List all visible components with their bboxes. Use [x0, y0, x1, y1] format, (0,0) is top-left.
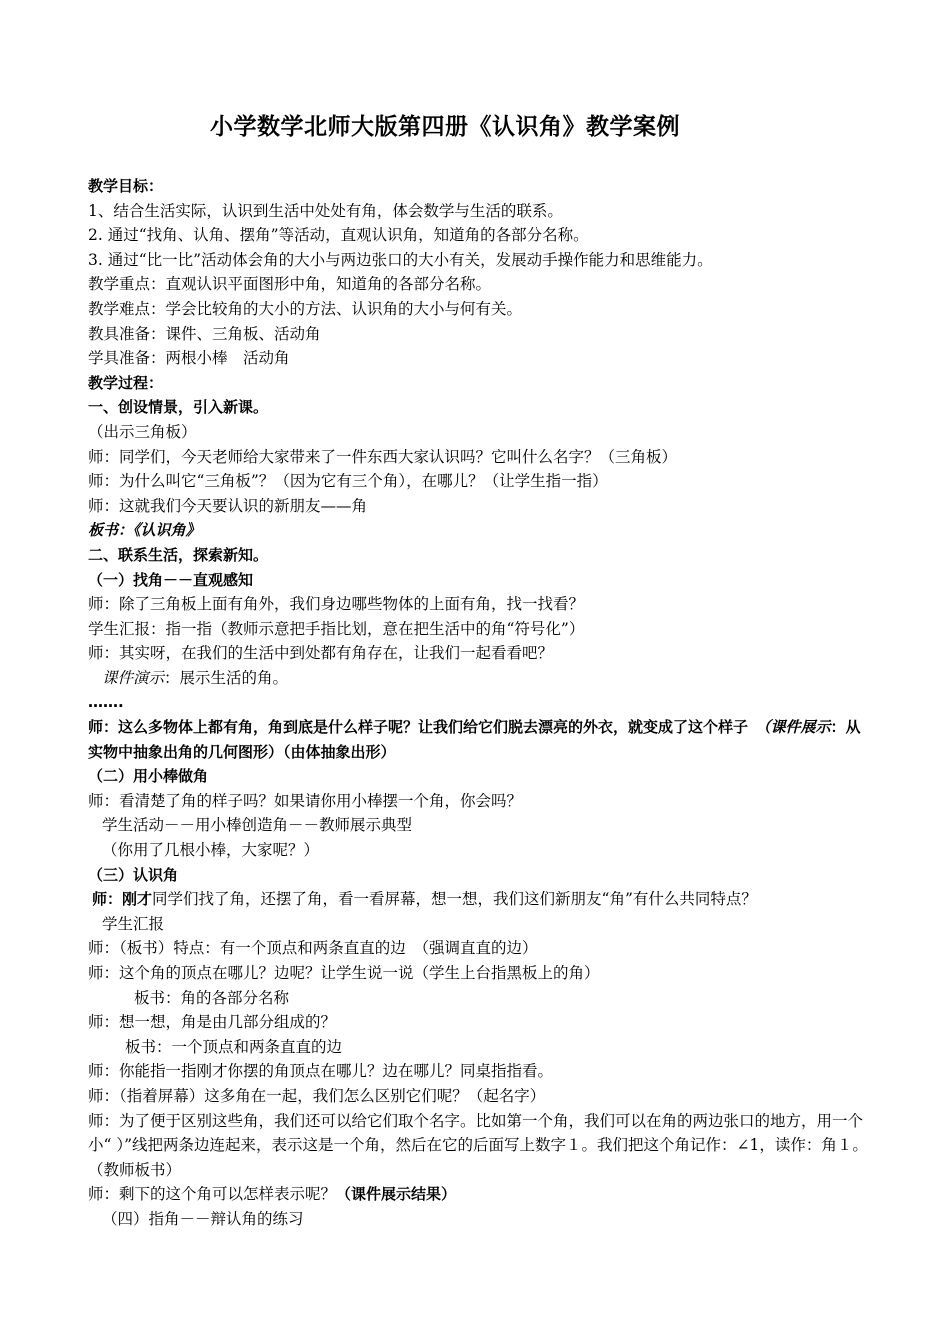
teacher-tools: 教具准备：课件、三角板、活动角	[88, 324, 321, 343]
teacher-line-6-tail: ：从实物中抽象出角的几何图形）（由体抽象出形）	[88, 718, 861, 761]
goal-2: 2. 通过“找角、认角、摆角”等活动，直观认识角，知道角的各部分名称。	[88, 226, 589, 245]
teacher-line-15	[88, 1182, 868, 1207]
key-point: 教学重点：直观认识平面图形中角，知道角的各部分名称。	[88, 275, 492, 294]
show-triangle: （出示三角板）	[88, 422, 197, 441]
part1-heading: 一、创设情景，引入新课。	[88, 398, 269, 417]
goal-3: 3. 通过“比一比”活动体会角的大小与两边张口的大小有关，发展动手操作能力和思维能力。	[88, 250, 713, 269]
teacher-line-8	[88, 887, 868, 912]
board-title: 板书：《认识角》	[88, 521, 201, 540]
teacher-line-15-bold: （课件展示结果）	[336, 1185, 457, 1204]
teacher-line-4: 师：除了三角板上面有角外，我们身边哪些物体的上面有角，找一找看？	[88, 595, 585, 614]
student-line-2: 学生活动－－用小棒创造角－－教师展示典型	[102, 816, 413, 835]
student-line-3: （你用了几根小棒，大家呢？）	[102, 841, 320, 860]
teacher-line-9: 师：（板书）特点：有一个顶点和两条直直的边 （强调直直的边）	[88, 939, 538, 958]
process-heading: 教学过程：	[88, 373, 164, 392]
teacher-line-14: 师：为了便于区别这些角，我们还可以给它们取个名字。比如第一个角，我们可以在角的两边张口的地方，用一个小“ ）”线把两条边连起来，表示这是一个角，然后在它的后面写上数字１。我们把这个角记作：∠1，读作：角１。（教师板书）	[88, 1111, 868, 1179]
demo-text: ：展示生活的角。	[164, 668, 289, 687]
student-line-4: 学生汇报	[102, 914, 165, 933]
teacher-line-2: 师：为什么叫它“三角板”？（因为它有三个角），在哪儿？（让学生指一指）	[88, 472, 608, 491]
document-title: 小学数学北师大版第四册《认识角》教学案例	[210, 114, 680, 140]
section3-heading: （三）认识角	[88, 865, 179, 884]
teacher-line-11: 师：想一想，角是由几部分组成的？	[88, 1013, 337, 1032]
teacher-line-8-bold: 师：刚才	[92, 890, 153, 909]
section4-heading: （四）指角－－辩认角的练习	[102, 1209, 304, 1228]
teacher-line-6-main: 师：这么多物体上都有角，角到底是什么样子呢？让我们给它们脱去漂亮的外衣，就变成了这个样子	[88, 718, 764, 737]
teacher-line-8-rest: 同学们找了角，还摆了角，看一看屏幕，想一想，我们这们新朋友“角”有什么共同特点？	[152, 890, 757, 909]
section2-heading: （二）用小棒做角	[88, 767, 209, 786]
teacher-line-6-label: （课件展示	[763, 718, 831, 737]
teacher-line-5: 师：其实呀，在我们的生活中到处都有角存在，让我们一起看看吧？	[88, 644, 554, 663]
goal-1: 1、结合生活实际，认识到生活中处处有角，体会数学与生活的联系。	[88, 201, 563, 220]
teacher-line-3: 师：这就我们今天要认识的新朋友——角	[88, 496, 368, 515]
student-tools: 学具准备：两根小棒 活动角	[88, 349, 290, 368]
teacher-line-13: 师：（指着屏幕）这多角在一起，我们怎么区别它们呢？（起名字）	[88, 1086, 546, 1105]
teacher-line-12: 师：你能指一指刚才你摆的角顶点在哪儿？边在哪儿？同桌指指看。	[88, 1062, 554, 1081]
teacher-line-6	[88, 715, 868, 764]
student-line-1: 学生汇报：指一指（教师示意把手指比划，意在把生活中的角“符号化”）	[88, 619, 585, 638]
document-body	[88, 174, 868, 1232]
teacher-line-10: 师：这个角的顶点在哪儿？边呢？让学生说一说（学生上台指黑板上的角）	[88, 964, 600, 982]
board-vertex-sides: 板书：一个顶点和两条直直的边	[125, 1037, 343, 1056]
demo-label: 课件演示	[102, 668, 165, 687]
section1-heading: （一）找角－－直观感知	[88, 570, 254, 589]
ellipsis: …….	[88, 693, 124, 712]
board-parts: 板书：角的各部分名称	[134, 988, 290, 1007]
demo-line	[88, 666, 868, 691]
goals-heading: 教学目标：	[88, 177, 164, 195]
teacher-line-7: 师：看清楚了角的样子吗？如果请你用小棒摆一个角，你会吗？	[88, 791, 523, 810]
teacher-line-15-main: 师：剩下的这个角可以怎样表示呢？	[88, 1185, 337, 1204]
part2-heading: 二、联系生活，探索新知。	[88, 545, 269, 564]
difficulty: 教学难点：学会比较角的大小的方法、认识角的大小与何有关。	[88, 299, 523, 318]
teacher-line-1: 师：同学们，今天老师给大家带来了一件东西大家认识吗？它叫什么名字？（三角板）	[88, 447, 678, 466]
